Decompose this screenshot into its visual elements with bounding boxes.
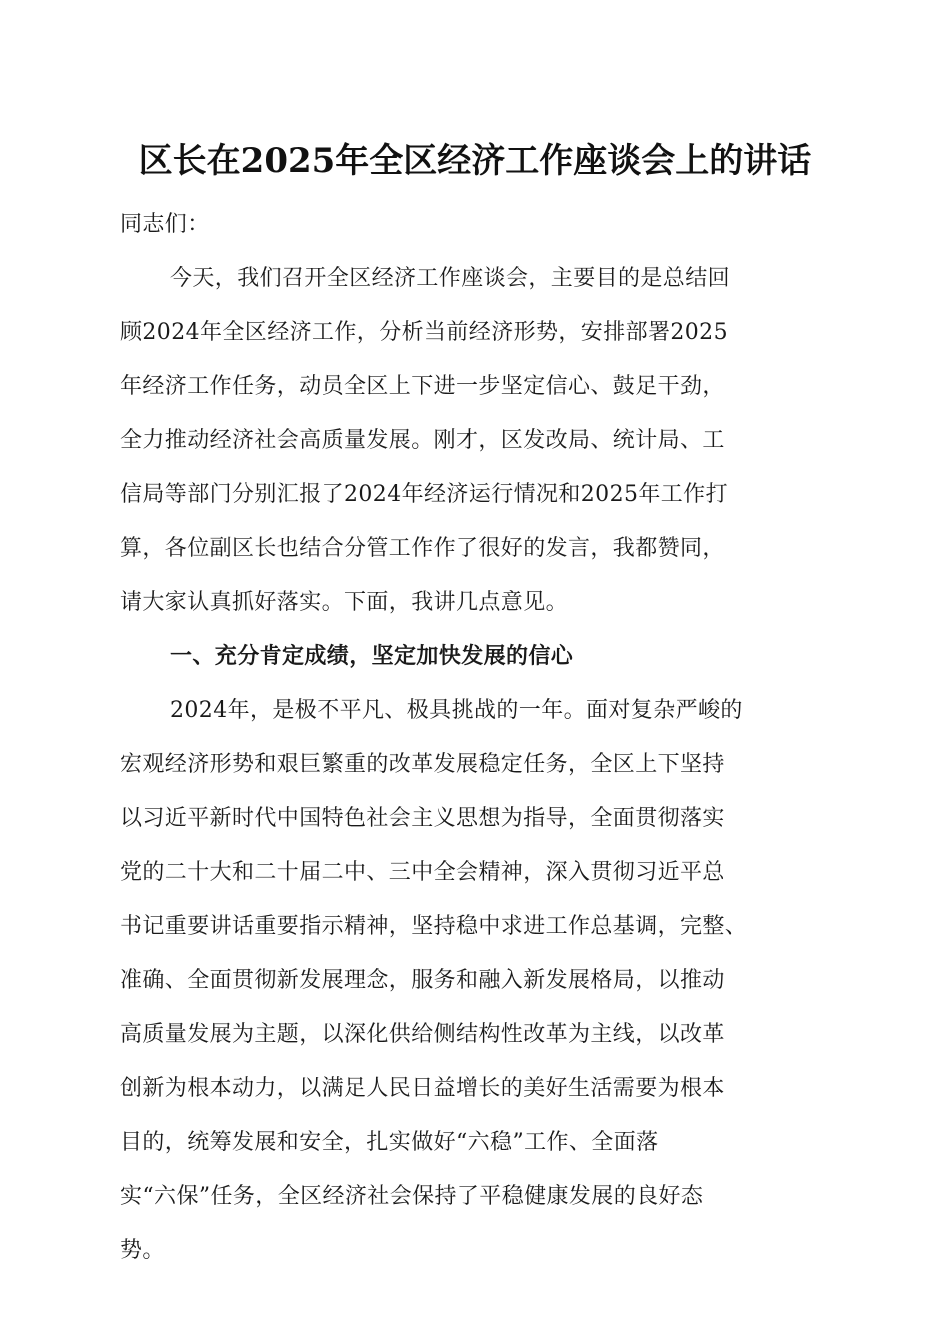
document-body — [120, 198, 830, 1278]
paragraph-line: 宏观经济形势和艰巨繁重的改革发展稳定任务，全区上下坚持 — [120, 752, 725, 777]
paragraph-line: 书记重要讲话重要指示精神，坚持稳中求进工作总基调，完整、 — [120, 914, 748, 939]
paragraph-line: 目的，统筹发展和安全，扎实做好“六稳”工作、全面落 — [120, 1130, 659, 1155]
section-heading: 一、充分肯定成绩，坚定加快发展的信心 — [170, 644, 574, 669]
paragraph-line: 全力推动经济社会高质量发展。刚才，区发改局、统计局、工 — [120, 428, 725, 453]
document-title: 区长在2025年全区经济工作座谈会上的讲话 — [138, 141, 812, 181]
paragraph-2 — [120, 684, 830, 1278]
paragraph-line: 高质量发展为主题，以深化供给侧结构性改革为主线，以改革 — [120, 1022, 725, 1047]
paragraph-line: 势。 — [120, 1238, 165, 1263]
paragraph-line: 请大家认真抓好落实。下面，我讲几点意见。 — [120, 590, 569, 615]
paragraph-line: 信局等部门分别汇报了2024年经济运行情况和2025年工作打 — [120, 482, 728, 507]
paragraph-line: 准确、全面贯彻新发展理念，服务和融入新发展格局，以推动 — [120, 968, 725, 993]
paragraph-line: 年经济工作任务，动员全区上下进一步坚定信心、鼓足干劲， — [120, 374, 725, 399]
paragraph-line: 今天，我们召开全区经济工作座谈会，主要目的是总结回 — [170, 266, 731, 291]
paragraph-line: 创新为根本动力，以满足人民日益增长的美好生活需要为根本 — [120, 1076, 725, 1101]
paragraph-line: 以习近平新时代中国特色社会主义思想为指导，全面贯彻落实 — [120, 806, 725, 831]
paragraph-1 — [120, 252, 830, 630]
paragraph-line: 顾2024年全区经济工作，分析当前经济形势，安排部署2025 — [120, 320, 728, 345]
paragraph-line: 算，各位副区长也结合分管工作作了很好的发言，我都赞同， — [120, 536, 725, 561]
paragraph-line: 2024年，是极不平凡、极具挑战的一年。面对复杂严峻的 — [170, 698, 743, 723]
paragraph-line: 党的二十大和二十届二中、三中全会精神，深入贯彻习近平总 — [120, 860, 725, 885]
greeting: 同志们： — [120, 212, 210, 237]
paragraph-line: 实“六保”任务，全区经济社会保持了平稳健康发展的良好态 — [120, 1184, 704, 1209]
